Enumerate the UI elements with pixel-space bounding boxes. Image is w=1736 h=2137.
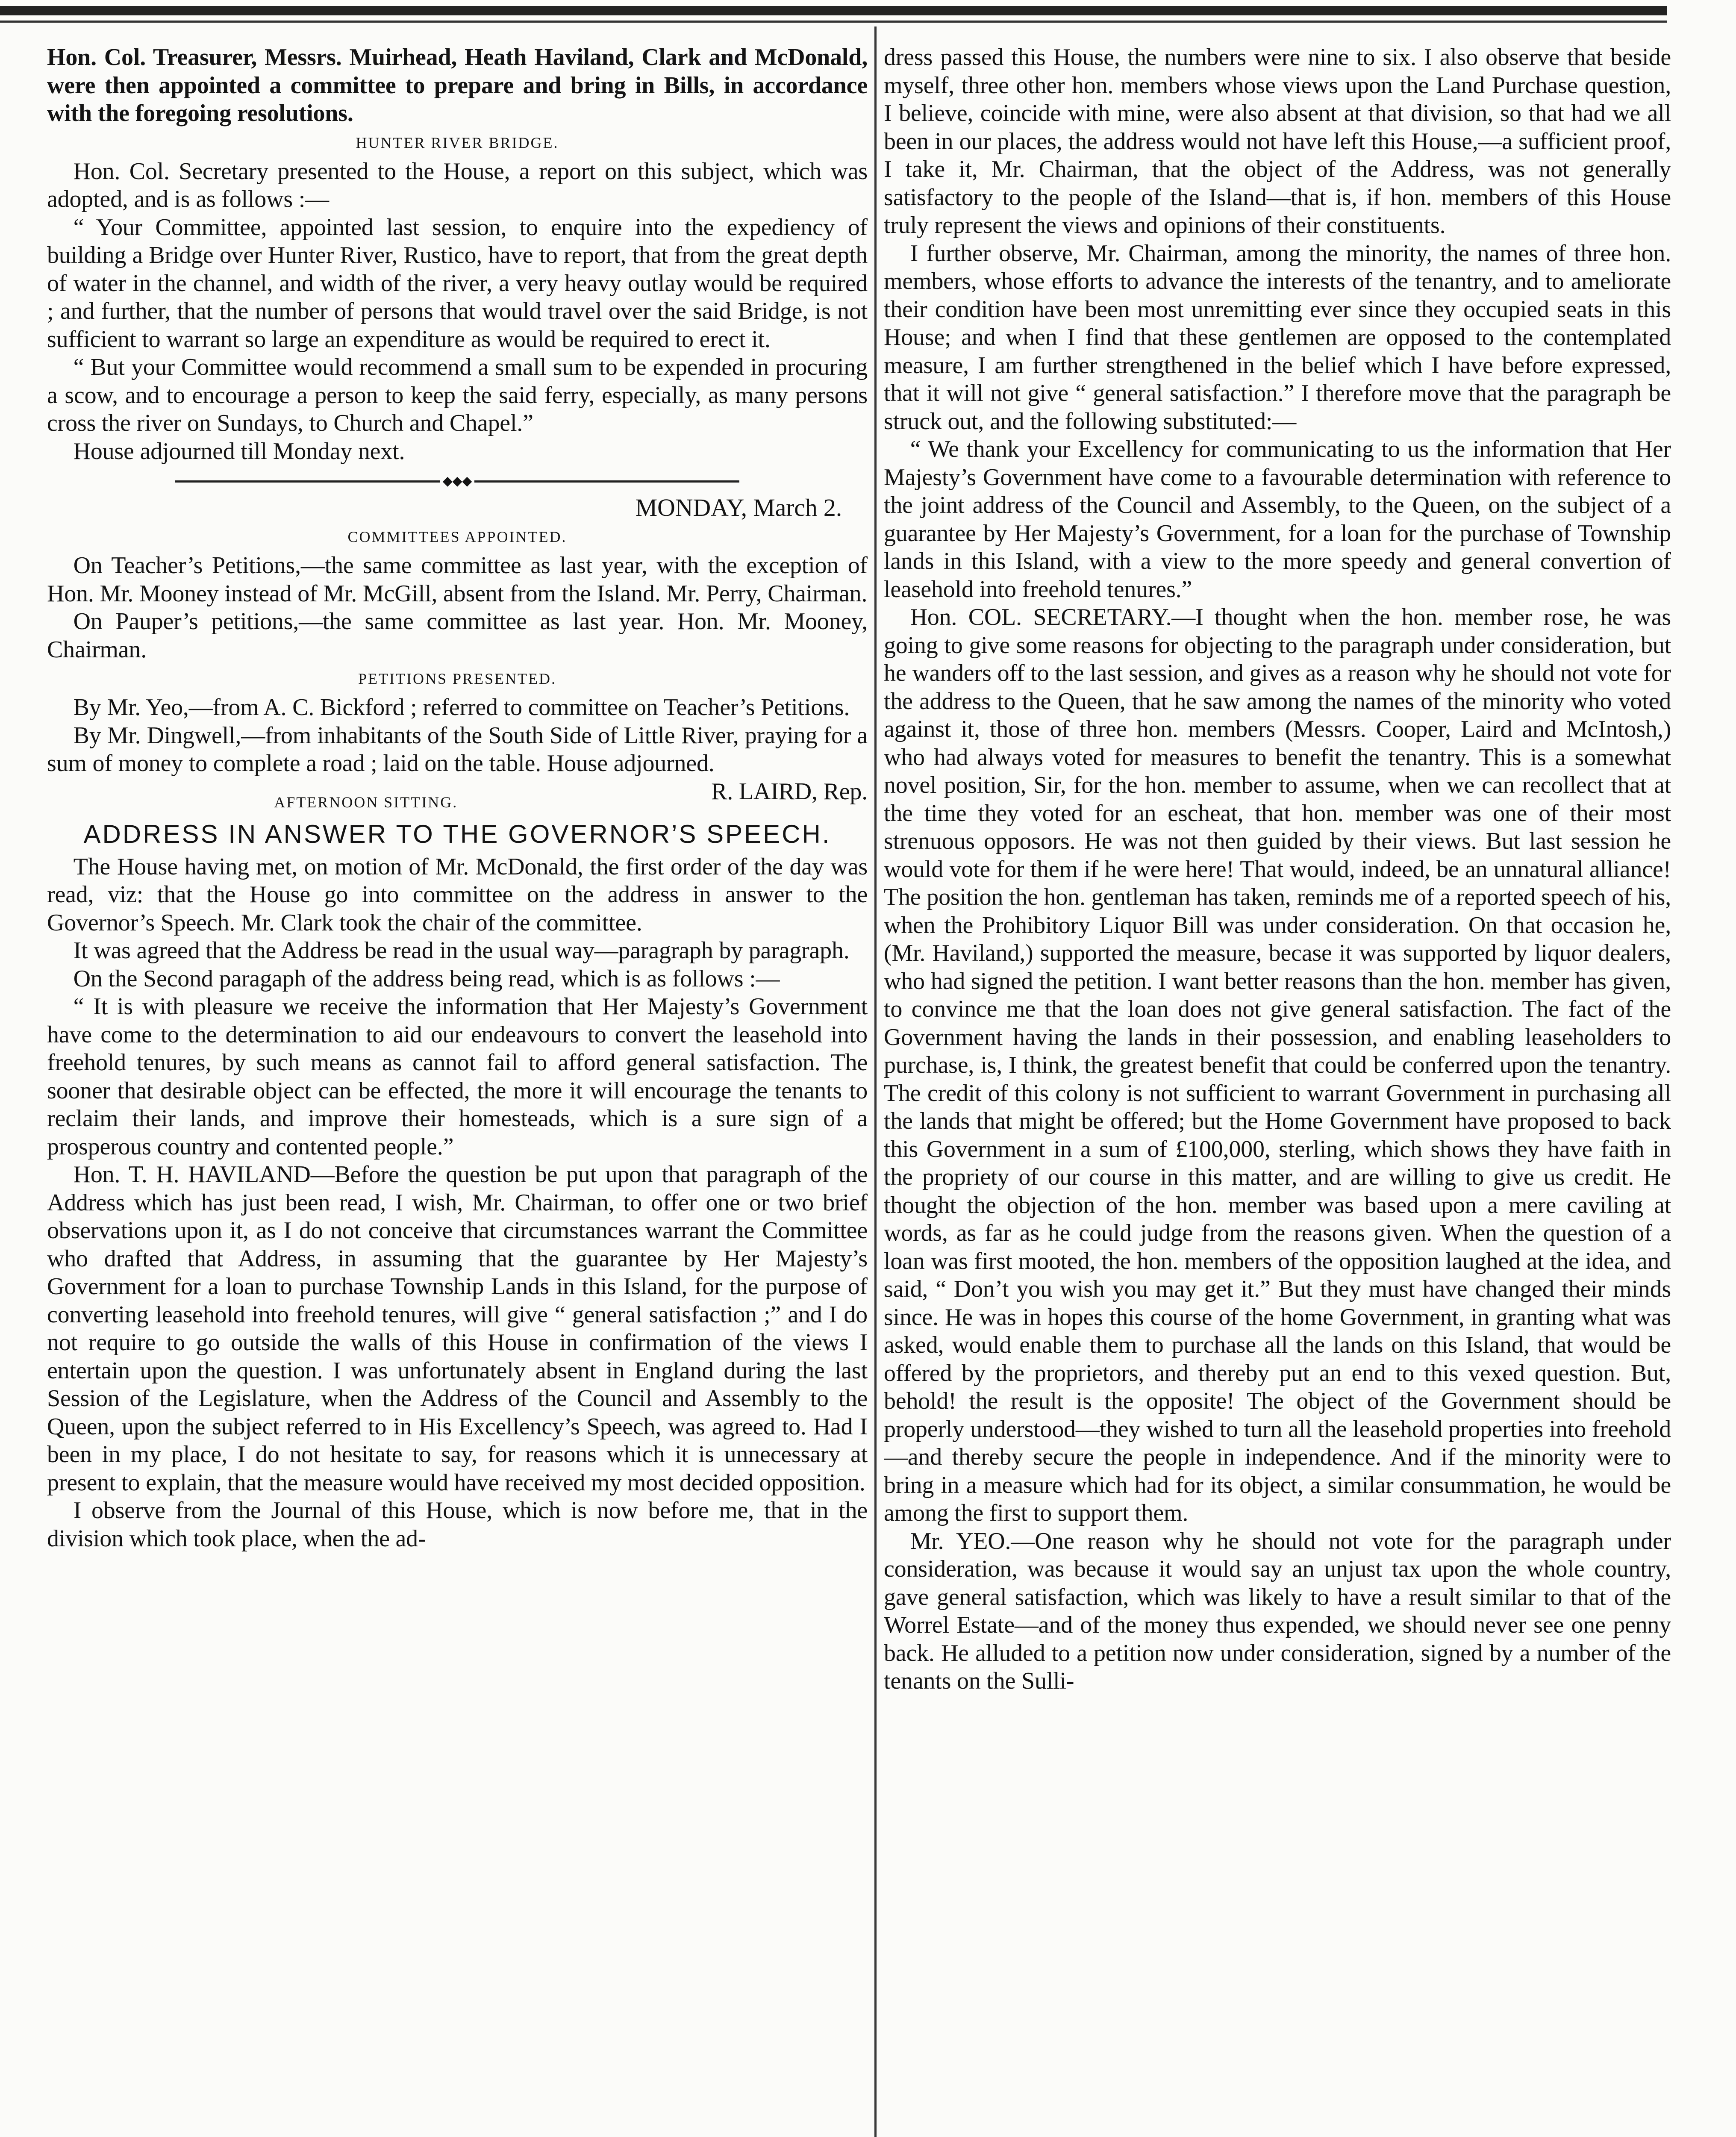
heading-address: ADDRESS IN ANSWER TO THE GOVERNOR’S SPEECH.	[83, 819, 831, 848]
paragraph: On Teacher’s Petitions,—the same committee as last year, with the exception of Hon. Mr. Mooney instead of Mr. McGill, absent from the Island. Mr. Perry, Chairman.	[47, 552, 868, 607]
paragraph: The House having met, on motion of Mr. McDonald, the first order of the day was read, viz: that the House go into committee on the address in answer to the Governor’s Speech. Mr. Clark took the chair of the committee.	[47, 853, 868, 936]
paragraph: Hon. COL. SECRETARY.—I thought when the hon. member rose, he was going to give some reasons for objecting to the paragraph under consideration, but he wanders off to the last session, and gives as a reason why he should not vote for the address to the Queen, that he saw among the names of the minority who voted against it, those of three hon. members (Messrs. Cooper, Laird and McIntosh,) who had always voted for measures to benefit the tenantry. This is a somewhat novel position, Sir, for the hon. member to assume, when we can recollect that at the time they voted for an escheat, that hon. member was one of their most strenuous opposors. He was not then guided by their views. But last session he would vote for them if he were here! That would, indeed, be an unnatural alliance! The position the hon. gentleman has taken, reminds me of a reported speech of his, when the Prohibitory Liquor Bill was under consideration. On that occasion he, (Mr. Haviland,) supported the measure, becase it was supported by liquor dealers, who had signed the petition. I want better reasons than the hon. member has given, to convince me that the loan does not give general satisfaction. The fact of the Government having the lands in their possession, and enabling leaseholders to purchase, is, I think, the greatest benefit that could be conferred upon the tenantry. The credit of this colony is not sufficient to warrant Government in purchasing all the lands that might be offered; but the Home Government have proposed to back this Government in a sum of £100,000, sterling, which shows they have faith in the propriety of our course in this matter, and are willing to give us credit. He thought the objection of the hon. member was based upon a mere caviling at words, as far as he could judge from the reasons given. When the question of a loan was first mooted, the hon. members of the opposition laughed at the idea, and said, “ Don’t you wish you may get it.” But they must have changed their minds since. He was in hopes this course of the home Government, in granting what was asked, would enable them to purchase all the lands on this Island, that would be offered by the proprietors, and thereby put an end to this vexed question. But, behold! the result is the opposite! The object of the Government should be properly understood—they wished to turn all the leasehold properties into freehold—and thereby secure the people in independence. And if the minority were to bring in a measure which had for its object, a similar consummation, he would be among the first to support them.	[884, 604, 1671, 1526]
heading-afternoon-sitting: AFTERNOON SITTING.	[274, 793, 458, 811]
heading-hunter-river-bridge: HUNTER RIVER BRIDGE.	[356, 134, 559, 151]
right-column	[884, 44, 1671, 2137]
paragraph: Hon. Col. Secretary presented to the House, a report on this subject, which was adopted, and is as follows :—	[47, 158, 868, 212]
paragraph: “ Your Committee, appointed last session, to enquire into the expediency of building a Bridge over Hunter River, Rustico, have to report, that from the great depth of water in the channel, and width of the river, a very heavy outlay would be required ; and further, that the number of persons that would travel over the said Bridge, is not sufficient to warrant so large an expenditure as would be required to erect it.	[47, 214, 868, 353]
paragraph: I observe from the Journal of this House, which is now before me, that in the division which took place, when the ad-	[47, 1497, 868, 1552]
dateline: MONDAY, March 2.	[635, 494, 842, 521]
paragraph: dress passed this House, the numbers were nine to six. I also observe that beside myself, three other hon. members whose views upon the Land Purchase question, I believe, coincide with mine, were also absent at that division, so that had we all been in our places, the address would not have left this House,—a sufficient proof, I take it, Mr. Chairman, that the object of the Address, was not generally satisfactory to the people of the Island—that is, if hon. members of this House truly represent the views and opinions of their constituents.	[884, 44, 1671, 238]
heading-committees-appointed: COMMITTEES APPOINTED.	[347, 528, 567, 545]
paragraph: Hon. T. H. HAVILAND—Before the question be put upon that paragraph of the Address which has just been read, I wish, Mr. Chairman, to offer one or two brief observations upon it, as I do not conceive that circumstances warrant the Committee who drafted that Address, in assuming that the guarantee by Her Majesty’s Government for a loan to purchase Township Lands in this Island, for the purpose of converting leasehold into freehold tenures, will give “ general satisfaction ;” and I do not require to go outside the walls of this House in confirmation of the views I entertain upon the question. I was unfortunately absent in England during the last Session of the Legislature, when the Address of the Council and Assembly to the Queen, upon the subject referred to in His Excellency’s Speech, was agreed to. Had I been in my place, I do not hesitate to say, for reasons which it is unnecessary at present to explain, that the measure would have received my most decided opposition.	[47, 1161, 868, 1496]
paragraph: House adjourned till Monday next.	[73, 438, 405, 465]
paragraph: “ But your Committee would recommend a small sum to be expended in procuring a scow, and to encourage a person to keep the said ferry, especially, as many persons cross the river on Sundays, to Church and Chapel.”	[47, 354, 868, 436]
reporter-signature: R. LAIRD, Rep.	[711, 778, 868, 805]
section-ornament	[175, 475, 739, 488]
paragraph: By Mr. Yeo,—from A. C. Bickford ; referred to committee on Teacher’s Petitions.	[73, 694, 850, 721]
column-divider	[874, 26, 877, 2137]
committee-paragraph: Hon. Col. Treasurer, Messrs. Muirhead, Heath Haviland, Clark and McDonald, were then appointed a committee to prepare and bring in Bills, in accordance with the foregoing resolutions.	[47, 44, 868, 127]
paragraph-text: By Mr. Dingwell,—from inhabitants of the South Side of Little River, praying for a sum of money to complete a road ; laid on the table. House adjourned.	[47, 722, 868, 777]
heading-petitions-presented: PETITIONS PRESENTED.	[358, 670, 556, 687]
paragraph: I further observe, Mr. Chairman, among the minority, the names of three hon. members, whose efforts to advance the interests of the tenantry, and to ameliorate their condition have been most unremitting ever since they occupied seats in this House; and when I find that these gentlemen are opposed to the contemplated measure, I am further strengthened in the belief which I have before expressed, that it will not give “ general satisfaction.” I therefore move that the paragraph be struck out, and the following substituted:—	[884, 240, 1671, 435]
paragraph: It was agreed that the Address be read in the usual way—paragraph by paragraph.	[73, 937, 850, 964]
top-rule	[0, 6, 1667, 15]
top-rule-thin	[0, 21, 1667, 23]
paragraph: On the Second paragaph of the address being read, which is as follows :—	[73, 965, 780, 992]
quoted-paragraph: “ We thank your Excellency for communicating to us the information that Her Majesty’s Government have come to a favourable determination with reference to the joint address of the Council and Assembly, to the Queen, on the subject of a guarantee by Her Majesty’s Government, for a loan for the purchase of Township lands in this Island, with a view to the more speedy and general convertion of leasehold into freehold tenures.”	[884, 436, 1671, 603]
quoted-paragraph: “ It is with pleasure we receive the information that Her Majesty’s Government have come to the determination to aid our endeavours to convert the leasehold into freehold tenures, by such means as cannot fail to afford general satisfaction. The sooner that desirable object can be effected, the more it will encourage the tenants to reclaim their lands, and improve their homesteads, which is a sure sign of a prosperous country and contented people.”	[47, 993, 868, 1160]
left-column	[47, 44, 868, 2137]
paragraph: Mr. YEO.—One reason why he should not vote for the paragraph under consideration, was because it would say an unjust tax upon the whole country, gave general satisfaction, which was likely to have a result similar to that of the Worrel Estate—and of the money thus expended, we should never see one penny back. He alluded to a petition now under consideration, signed by a number of the tenants on the Sulli-	[884, 1528, 1671, 1694]
paragraph: On Pauper’s petitions,—the same committee as last year. Hon. Mr. Mooney, Chairman.	[47, 608, 868, 663]
ornament-diamond: ◆◆◆	[440, 475, 474, 488]
